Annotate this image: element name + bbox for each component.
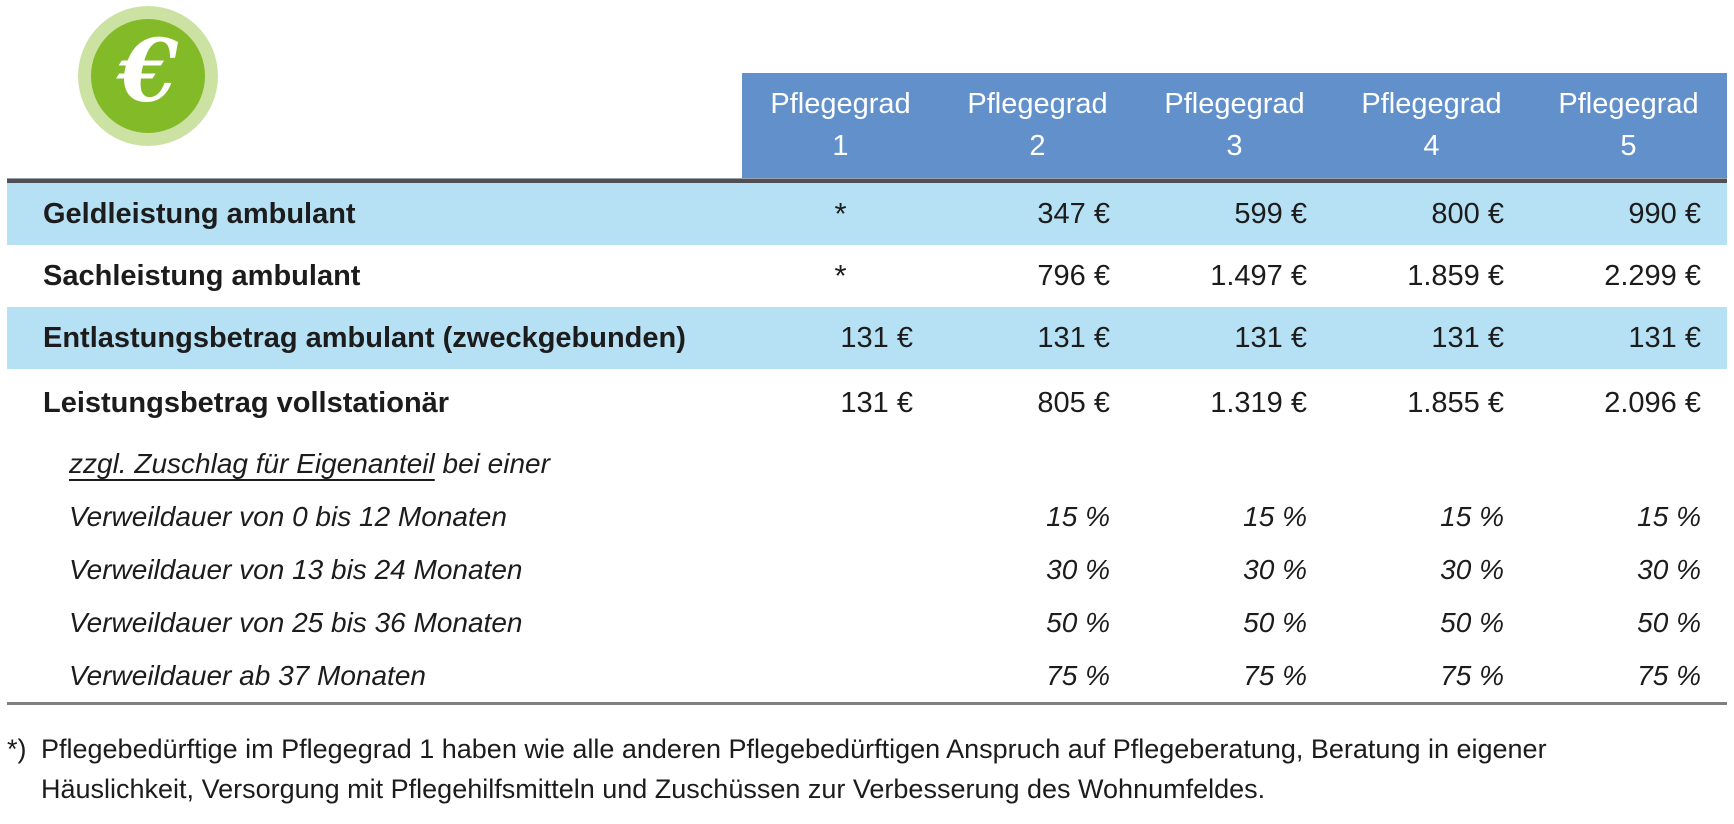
header-pflegegrad-5 [1530, 73, 1727, 178]
value-cell: 15 % [1046, 500, 1110, 532]
header-pflegegrad-2 [939, 73, 1136, 178]
footnote-marker: *) [7, 734, 27, 764]
zuschlag-rest-text: bei einer [434, 447, 550, 479]
value-cell: 131 € [840, 386, 913, 419]
value-cell: 131 € [1628, 321, 1701, 354]
value-cell: 15 % [1243, 500, 1307, 532]
table-row-geldleistung [7, 183, 1727, 245]
value-cell: 50 % [1637, 606, 1701, 638]
header-title: Pflegegrad [1558, 88, 1699, 120]
row-label: Leistungsbetrag vollstationär [43, 386, 450, 419]
footnote-line-2: Häuslichkeit, Versorgung mit Pflegehilfsmitteln und Zuschüssen zur Verbesserung des Wohnumfeldes. [41, 774, 1266, 804]
header-pflegegrad-1 [742, 73, 939, 178]
value-cell: 990 € [1628, 197, 1701, 230]
value-cell: 2.096 € [1604, 386, 1701, 419]
value-cell: 50 % [1440, 606, 1504, 638]
zuschlag-underlined-text: zzgl. Zuschlag für Eigenanteil [69, 447, 435, 479]
value-cell: 599 € [1234, 197, 1307, 230]
header-title: Pflegegrad [1164, 88, 1305, 120]
header-title: Pflegegrad [967, 88, 1108, 120]
footnote-line-1: Pflegebedürftige im Pflegegrad 1 haben wie alle anderen Pflegebedürftigen Anspruch auf Pflegeberatung, Beratung in eigener [41, 734, 1547, 764]
euro-symbol: € [118, 21, 178, 122]
value-cell: * [834, 258, 847, 293]
header-pflegegrad-3 [1136, 73, 1333, 178]
value-cell: 131 € [840, 321, 913, 354]
value-cell: 30 % [1440, 553, 1504, 585]
value-cell: 131 € [1234, 321, 1307, 354]
value-cell: 75 % [1046, 659, 1110, 691]
value-cell: * [834, 196, 847, 231]
value-cell: 131 € [1431, 321, 1504, 354]
row-label: Verweildauer von 0 bis 12 Monaten [69, 500, 507, 532]
table-row-entlastungsbetrag [7, 307, 1727, 369]
value-cell: 131 € [1037, 321, 1110, 354]
row-label: Verweildauer ab 37 Monaten [69, 659, 426, 691]
table-row-sachleistung [7, 245, 1727, 307]
table-row-verweildauer-0-12 [7, 490, 1727, 543]
header-number: 1 [832, 130, 849, 162]
row-label: Verweildauer von 25 bis 36 Monaten [69, 606, 523, 638]
table-row-zuschlag-intro [7, 437, 1727, 490]
row-label [7, 448, 742, 480]
value-cell: 75 % [1243, 659, 1307, 691]
row-label: Sachleistung ambulant [43, 259, 361, 292]
value-cell: 1.859 € [1407, 259, 1504, 292]
table-row-verweildauer-25-36 [7, 596, 1727, 649]
value-cell: 1.319 € [1210, 386, 1307, 419]
value-cell: 805 € [1037, 386, 1110, 419]
row-label: Geldleistung ambulant [43, 197, 356, 230]
value-cell: 50 % [1046, 606, 1110, 638]
header-number: 3 [1226, 130, 1243, 162]
value-cell: 15 % [1637, 500, 1701, 532]
header-number: 5 [1620, 130, 1637, 162]
value-cell: 75 % [1637, 659, 1701, 691]
value-cell: 15 % [1440, 500, 1504, 532]
benefits-table [7, 73, 1727, 809]
value-cell: 2.299 € [1604, 259, 1701, 292]
header-title: Pflegegrad [1361, 88, 1502, 120]
table-row-verweildauer-ab-37 [7, 649, 1727, 702]
value-cell: 800 € [1431, 197, 1504, 230]
row-label: Verweildauer von 13 bis 24 Monaten [69, 553, 523, 585]
value-cell: 30 % [1243, 553, 1307, 585]
header-pflegegrad-4 [1333, 73, 1530, 178]
header-number: 4 [1423, 130, 1440, 162]
value-cell: 1.855 € [1407, 386, 1504, 419]
value-cell: 50 % [1243, 606, 1307, 638]
table-row-leistungsbetrag [7, 369, 1727, 437]
value-cell: 30 % [1046, 553, 1110, 585]
value-cell: 1.497 € [1210, 259, 1307, 292]
footnote [7, 729, 1727, 809]
table-row-verweildauer-13-24 [7, 543, 1727, 596]
value-cell: 347 € [1037, 197, 1110, 230]
value-cell: 75 % [1440, 659, 1504, 691]
row-label: Entlastungsbetrag ambulant (zweckgebunden) [43, 321, 686, 354]
table-header-row [742, 73, 1727, 178]
value-cell: 796 € [1037, 259, 1110, 292]
header-title: Pflegegrad [770, 88, 911, 120]
footnote-text [41, 729, 1547, 809]
table-bottom-rule [7, 702, 1727, 705]
header-number: 2 [1029, 130, 1046, 162]
value-cell: 30 % [1637, 553, 1701, 585]
